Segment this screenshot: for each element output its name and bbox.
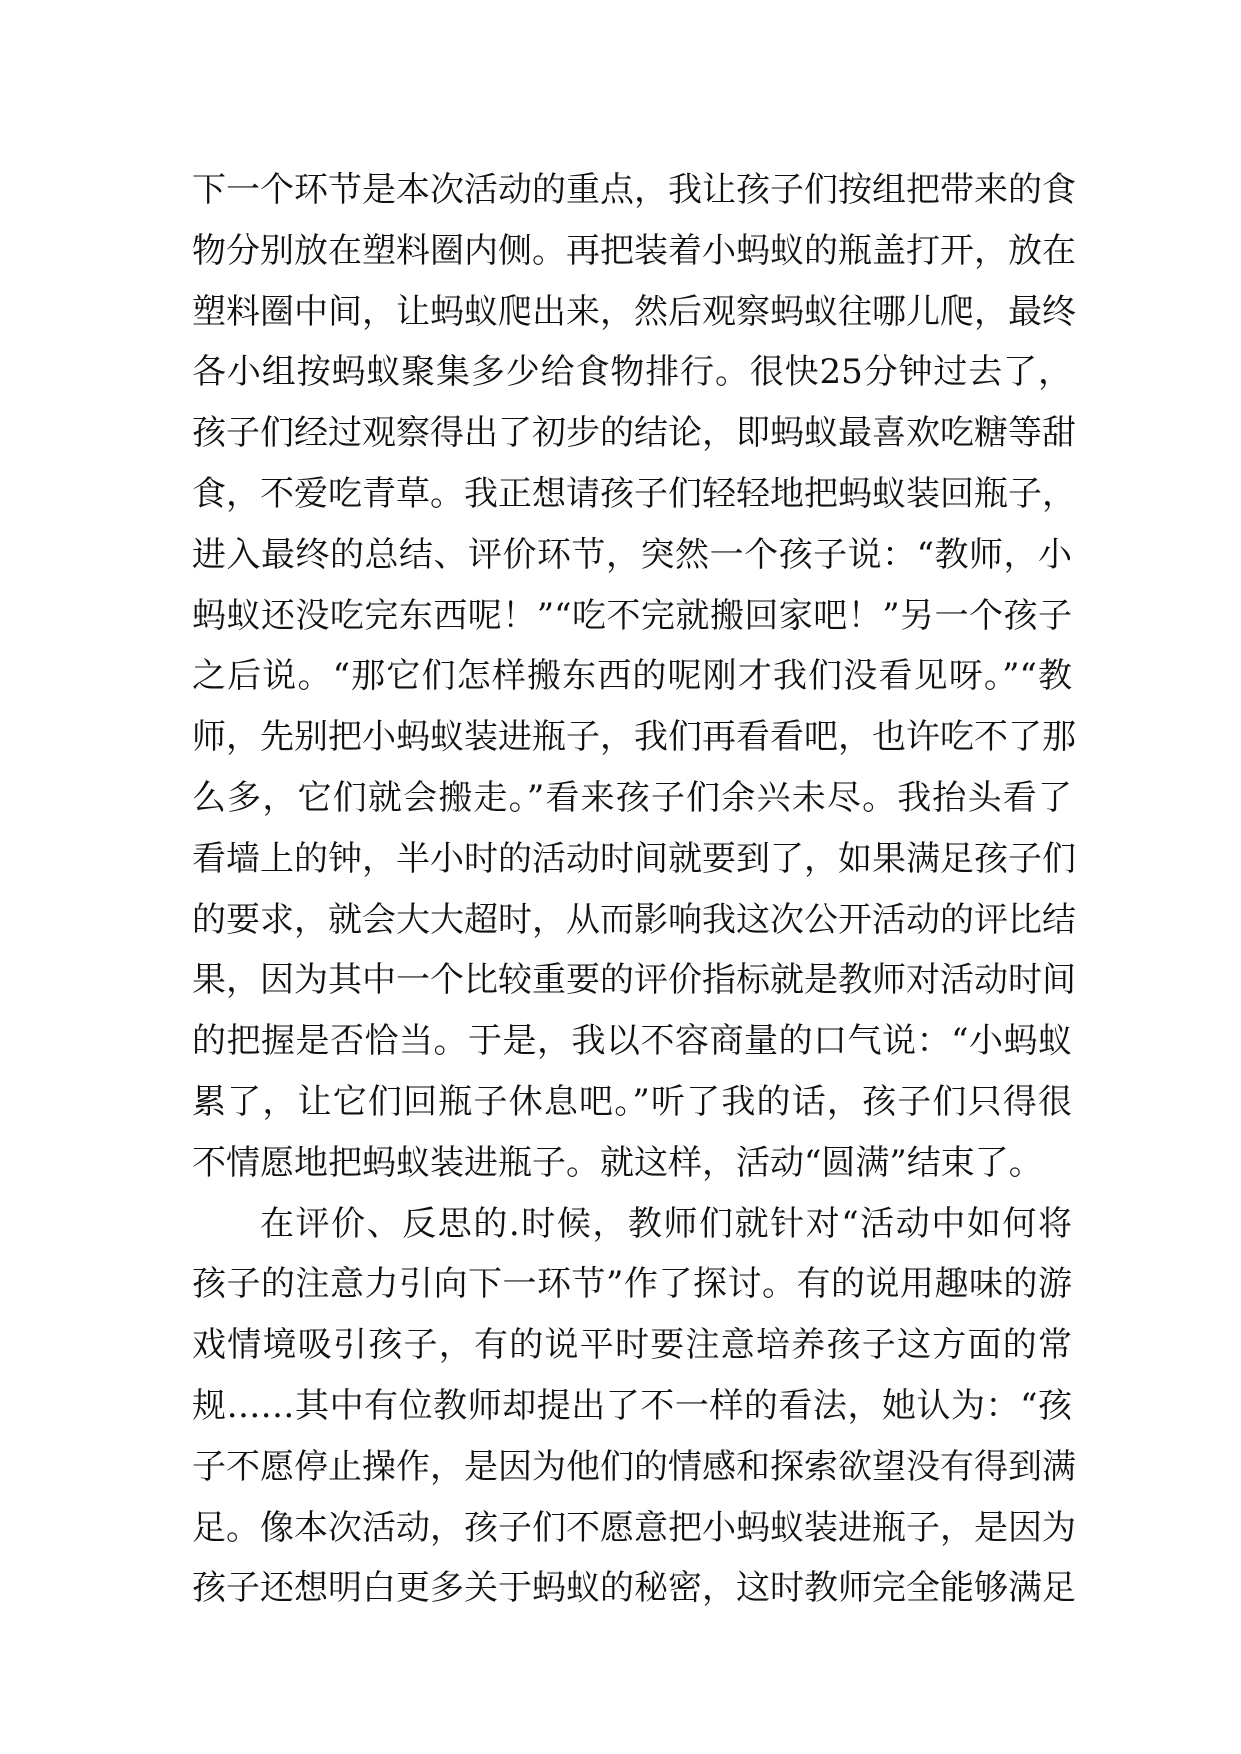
paragraph-2-line-3: 戏情境吸引孩子，有的说平时要注意培养孩子这方面的常 bbox=[192, 1325, 1072, 1366]
paragraph-2-line-1: 在评价、反思的.时候，教师们就针对“活动中如何将 bbox=[260, 1203, 1072, 1244]
paragraph-1-line-16: 累了，让它们回瓶子休息吧。”听了我的话，孩子们只得很 bbox=[192, 1081, 1072, 1122]
paragraph-1-line-3: 塑料圈中间，让蚂蚁爬出来，然后观察蚂蚁往哪儿爬，最终 bbox=[192, 291, 1076, 332]
body-text bbox=[192, 160, 1076, 1619]
paragraph-2-line-5: 子不愿停止操作，是因为他们的情感和探索欲望没有得到满 bbox=[192, 1446, 1076, 1487]
paragraph-1-line-5: 孩子们经过观察得出了初步的结论，即蚂蚁最喜欢吃糖等甜 bbox=[192, 413, 1076, 454]
paragraph-1-line-1: 下一个环节是本次活动的重点，我让孩子们按组把带来的食 bbox=[192, 170, 1076, 210]
paragraph-2-line-4: 规……其中有位教师却提出了不一样的看法，她认为：“孩 bbox=[192, 1385, 1072, 1426]
paragraph-1-line-15: 的把握是否恰当。于是，我以不容商量的口气说：“小蚂蚁 bbox=[192, 1021, 1072, 1062]
paragraph-2-line-2: 孩子的注意力引向下一环节”作了探讨。有的说用趣味的游 bbox=[192, 1264, 1072, 1305]
paragraph-1-line-12: 看墙上的钟，半小时的活动时间就要到了，如果满足孩子们 bbox=[192, 838, 1076, 879]
paragraph-1-line-14: 果，因为其中一个比较重要的评价指标就是教师对活动时间 bbox=[192, 960, 1076, 1001]
paragraph-1-line-10: 师，先别把小蚂蚁装进瓶子，我们再看看吧，也许吃不了那 bbox=[192, 717, 1076, 758]
paragraph-1-line-13: 的要求，就会大大超时，从而影响我这次公开活动的评比结 bbox=[192, 899, 1076, 940]
paragraph-1-line-2: 物分别放在塑料圈内侧。再把装着小蚂蚁的瓶盖打开，放在 bbox=[192, 230, 1076, 271]
paragraph-1-line-9: 之后说。“那它们怎样搬东西的呢刚才我们没看见呀。”“教 bbox=[192, 656, 1072, 697]
paragraph-1-line-7: 进入最终的总结、评价环节，突然一个孩子说：“教师，小 bbox=[192, 534, 1072, 575]
paragraph-1-line-11: 么多，它们就会搬走。”看来孩子们余兴未尽。我抬头看了 bbox=[192, 777, 1072, 818]
paragraph-2-line-7: 孩子还想明白更多关于蚂蚁的秘密，这时教师完全能够满足 bbox=[192, 1568, 1076, 1609]
paragraph-2-line-6: 足。像本次活动，孩子们不愿意把小蚂蚁装进瓶子，是因为 bbox=[192, 1507, 1076, 1548]
paragraph-1-line-6: 食，不爱吃青草。我正想请孩子们轻轻地把蚂蚁装回瓶子， bbox=[192, 473, 1076, 514]
paragraph-1-line-17: 不情愿地把蚂蚁装进瓶子。就这样，活动“圆满”结束了。 bbox=[192, 1142, 1043, 1183]
paragraph-1-line-8: 蚂蚁还没吃完东西呢！”“吃不完就搬回家吧！”另一个孩子 bbox=[192, 595, 1072, 636]
paragraph-1-line-4: 各小组按蚂蚁聚集多少给食物排行。很快25分钟过去了， bbox=[192, 352, 1072, 393]
